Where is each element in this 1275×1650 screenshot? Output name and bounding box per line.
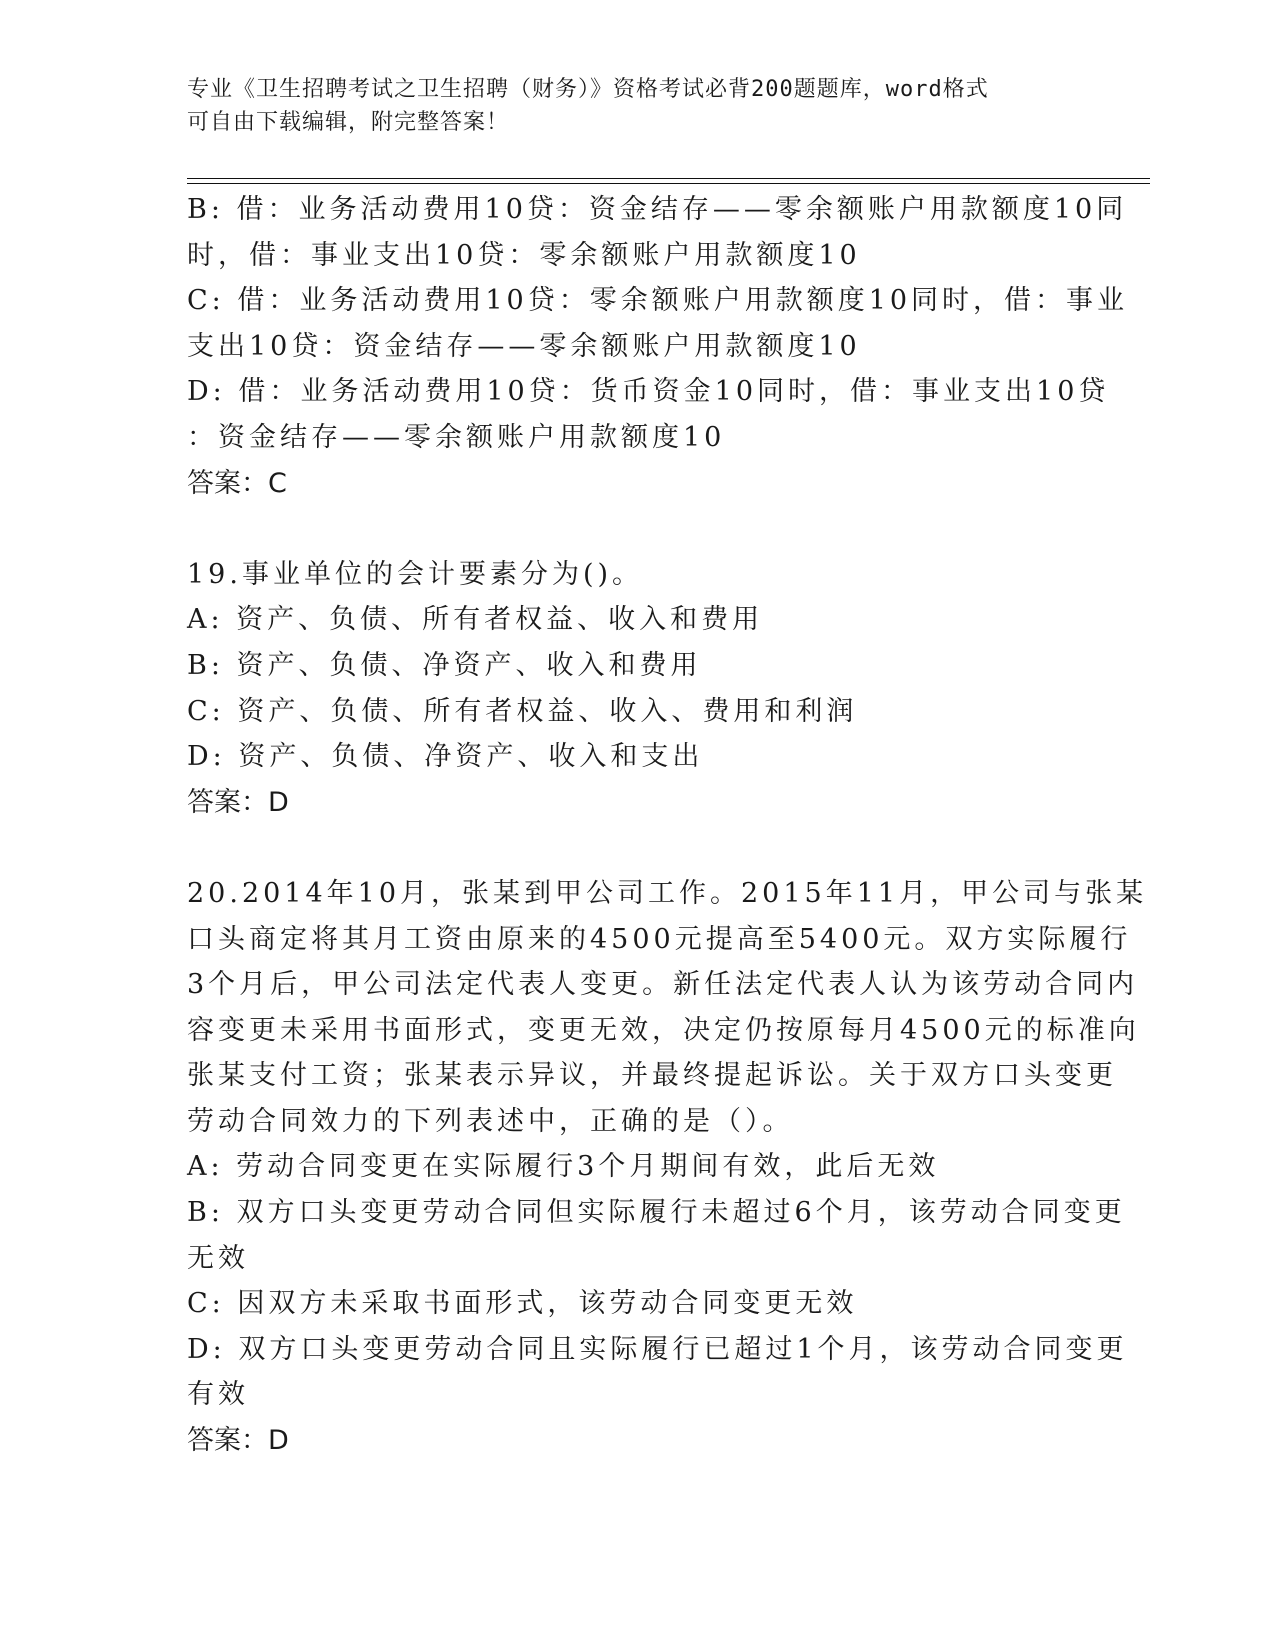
q18-option-d-line-2: ：资金结存——零余额账户用款额度10 [187, 421, 726, 453]
q20-question-line-6: 劳动合同效力的下列表述中，正确的是（）。 [187, 1105, 794, 1137]
q20-option-b-line-1: B: 双方口头变更劳动合同但实际履行未超过6个月，该劳动合同变更 [187, 1197, 1126, 1229]
document-header [187, 73, 1087, 139]
q19-option-b: B: 资产、负债、净资产、收入和费用 [187, 649, 702, 681]
q20-question-line-1: 20.2014年10月，张某到甲公司工作。2015年11月，甲公司与张某 [187, 877, 1148, 909]
q19-option-c: C: 资产、负债、所有者权益、收入、费用和利润 [187, 695, 858, 727]
spacer [187, 825, 1087, 871]
spacer [187, 506, 1087, 552]
q19-option-d: D: 资产、负债、净资产、收入和支出 [187, 741, 704, 773]
q20-question-line-3: 3个月后，甲公司法定代表人变更。新任法定代表人认为该劳动合同内 [187, 969, 1139, 1001]
q18-option-b-line-1: B: 借：业务活动费用10贷：资金结存——零余额账户用款额度10同 [187, 194, 1128, 225]
q20-option-c: C: 因双方未采取书面形式，该劳动合同变更无效 [187, 1288, 858, 1320]
q20-option-d-line-1: D: 双方口头变更劳动合同且实际履行已超过1个月，该劳动合同变更 [187, 1333, 1128, 1365]
q20-option-d-line-2: 有效 [187, 1379, 249, 1411]
header-title-line-2: 可自由下载编辑，附完整答案！ [187, 110, 510, 135]
q20-question-line-5: 张某支付工资；张某表示异议，并最终提起诉讼。关于双方口头变更 [187, 1060, 1117, 1092]
header-divider-bottom [187, 183, 1150, 184]
q19-question: 19.事业单位的会计要素分为()。 [187, 558, 644, 590]
q18-option-c-line-2: 支出10贷：资金结存——零余额账户用款额度10 [187, 330, 861, 362]
q19-answer: 答案：D [187, 786, 289, 818]
header-title-line-1: 专业《卫生招聘考试之卫生招聘（财务）》资格考试必背200题题库，word格式 [187, 77, 989, 102]
header-divider-top [187, 178, 1150, 179]
q20-question-line-2: 口头商定将其月工资由原来的4500元提高至5400元。双方实际履行 [187, 923, 1132, 955]
q18-answer: 答案：C [187, 467, 287, 499]
q18-option-b-line-2: 时，借：事业支出10贷：零余额账户用款额度10 [187, 239, 861, 271]
q20-question-line-4: 容变更未采用书面形式，变更无效，决定仍按原每月4500元的标准向 [187, 1014, 1140, 1046]
q20-option-a: A: 劳动合同变更在实际履行3个月期间有效，此后无效 [187, 1151, 940, 1183]
document-body [187, 187, 1148, 1464]
q20-option-b-line-2: 无效 [187, 1242, 249, 1274]
q20-answer: 答案：D [187, 1425, 289, 1457]
q18-option-d-line-1: D: 借：业务活动费用10贷：货币资金10同时，借：事业支出10贷 [187, 376, 1110, 408]
q18-option-c-line-1: C: 借：业务活动费用10贷：零余额账户用款额度10同时，借：事业 [187, 285, 1129, 317]
q19-option-a: A: 资产、负债、所有者权益、收入和费用 [187, 604, 764, 636]
